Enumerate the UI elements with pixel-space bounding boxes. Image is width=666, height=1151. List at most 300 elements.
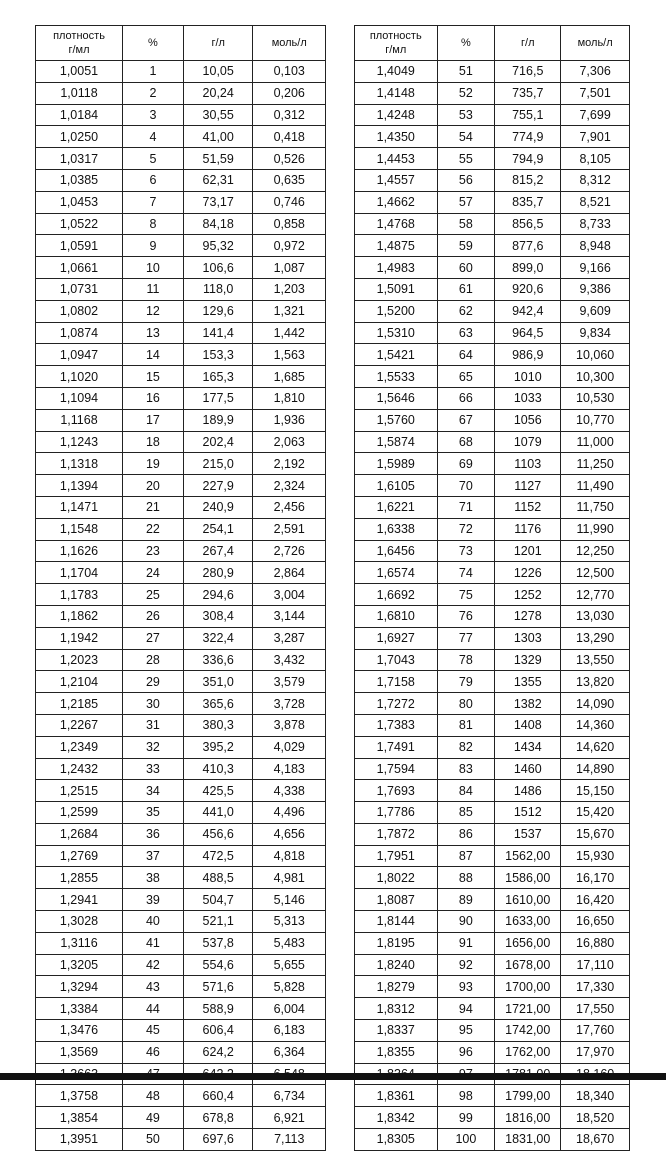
grams-per-liter-cell: 1329 <box>495 649 561 671</box>
density-cell: 1,3854 <box>36 1107 123 1129</box>
moles-per-liter-cell: 2,591 <box>253 518 326 540</box>
percent-cell: 88 <box>437 867 495 889</box>
percent-cell: 65 <box>437 366 495 388</box>
density-cell: 1,5091 <box>355 278 438 300</box>
moles-per-liter-cell: 5,828 <box>253 976 326 998</box>
density-cell: 1,2104 <box>36 671 123 693</box>
table-row <box>355 780 630 802</box>
grams-per-liter-cell: 521,1 <box>183 911 253 933</box>
header-grams-per-liter: г/л <box>495 26 561 61</box>
percent-cell: 45 <box>123 1020 184 1042</box>
table-row <box>36 213 326 235</box>
percent-cell: 18 <box>123 431 184 453</box>
grams-per-liter-cell: 1460 <box>495 758 561 780</box>
moles-per-liter-cell: 6,364 <box>253 1041 326 1063</box>
table-row <box>355 278 630 300</box>
grams-per-liter-cell: 1816,00 <box>495 1107 561 1129</box>
density-cell: 1,0947 <box>36 344 123 366</box>
percent-cell: 43 <box>123 976 184 998</box>
table-row <box>355 104 630 126</box>
percent-cell: 84 <box>437 780 495 802</box>
density-cell: 1,2432 <box>36 758 123 780</box>
moles-per-liter-cell: 8,105 <box>561 148 630 170</box>
table-row <box>36 300 326 322</box>
moles-per-liter-cell: 3,144 <box>253 605 326 627</box>
density-cell: 1,2769 <box>36 845 123 867</box>
density-cell: 1,8087 <box>355 889 438 911</box>
table-row <box>355 954 630 976</box>
grams-per-liter-cell: 794,9 <box>495 148 561 170</box>
header-density-line2: г/мл <box>385 44 407 56</box>
moles-per-liter-cell: 17,760 <box>561 1020 630 1042</box>
table-row <box>355 562 630 584</box>
percent-cell: 57 <box>437 191 495 213</box>
table-row <box>355 366 630 388</box>
grams-per-liter-cell: 899,0 <box>495 257 561 279</box>
percent-cell: 80 <box>437 693 495 715</box>
percent-cell: 26 <box>123 605 184 627</box>
table-row <box>355 213 630 235</box>
grams-per-liter-cell: 1056 <box>495 409 561 431</box>
table-row <box>36 82 326 104</box>
grams-per-liter-cell: 177,5 <box>183 387 253 409</box>
grams-per-liter-cell: 165,3 <box>183 366 253 388</box>
grams-per-liter-cell: 1303 <box>495 627 561 649</box>
moles-per-liter-cell: 3,579 <box>253 671 326 693</box>
percent-cell: 94 <box>437 998 495 1020</box>
concentration-table-right <box>354 25 630 1151</box>
grams-per-liter-cell: 1486 <box>495 780 561 802</box>
grams-per-liter-cell: 1656,00 <box>495 932 561 954</box>
density-cell: 1,6810 <box>355 605 438 627</box>
moles-per-liter-cell: 14,360 <box>561 714 630 736</box>
moles-per-liter-cell: 15,670 <box>561 823 630 845</box>
percent-cell: 23 <box>123 540 184 562</box>
percent-cell: 70 <box>437 475 495 497</box>
moles-per-liter-cell: 12,500 <box>561 562 630 584</box>
header-density-line1: плотность <box>53 30 105 42</box>
table-row <box>36 104 326 126</box>
table-row <box>36 475 326 497</box>
table-row <box>36 584 326 606</box>
density-cell: 1,7951 <box>355 845 438 867</box>
moles-per-liter-cell: 0,103 <box>253 61 326 83</box>
grams-per-liter-cell: 774,9 <box>495 126 561 148</box>
moles-per-liter-cell: 8,733 <box>561 213 630 235</box>
density-cell: 1,8312 <box>355 998 438 1020</box>
table-row <box>355 453 630 475</box>
grams-per-liter-cell: 1033 <box>495 387 561 409</box>
density-cell: 1,6221 <box>355 496 438 518</box>
moles-per-liter-cell: 5,146 <box>253 889 326 911</box>
moles-per-liter-cell: 7,699 <box>561 104 630 126</box>
moles-per-liter-cell: 5,313 <box>253 911 326 933</box>
moles-per-liter-cell: 10,060 <box>561 344 630 366</box>
table-row <box>36 802 326 824</box>
table-row <box>355 148 630 170</box>
density-cell: 1,3294 <box>36 976 123 998</box>
density-cell: 1,3205 <box>36 954 123 976</box>
moles-per-liter-cell: 2,864 <box>253 562 326 584</box>
percent-cell: 28 <box>123 649 184 671</box>
density-cell: 1,1862 <box>36 605 123 627</box>
table-row <box>36 278 326 300</box>
moles-per-liter-cell: 0,206 <box>253 82 326 104</box>
table-row <box>355 235 630 257</box>
density-cell: 1,6456 <box>355 540 438 562</box>
table-row <box>355 976 630 998</box>
density-cell: 1,8355 <box>355 1041 438 1063</box>
moles-per-liter-cell: 5,655 <box>253 954 326 976</box>
grams-per-liter-cell: 537,8 <box>183 932 253 954</box>
percent-cell: 27 <box>123 627 184 649</box>
percent-cell: 78 <box>437 649 495 671</box>
density-cell: 1,2684 <box>36 823 123 845</box>
percent-cell: 48 <box>123 1085 184 1107</box>
table-row <box>355 693 630 715</box>
table-row <box>36 496 326 518</box>
table-row <box>355 649 630 671</box>
density-cell: 1,0661 <box>36 257 123 279</box>
moles-per-liter-cell: 2,324 <box>253 475 326 497</box>
table-row <box>36 889 326 911</box>
table-row <box>355 845 630 867</box>
moles-per-liter-cell: 1,087 <box>253 257 326 279</box>
density-cell: 1,7158 <box>355 671 438 693</box>
percent-cell: 66 <box>437 387 495 409</box>
density-cell: 1,7383 <box>355 714 438 736</box>
table-row <box>355 932 630 954</box>
percent-cell: 67 <box>437 409 495 431</box>
grams-per-liter-cell: 1537 <box>495 823 561 845</box>
grams-per-liter-cell: 365,6 <box>183 693 253 715</box>
density-cell: 1,0591 <box>36 235 123 257</box>
percent-cell: 3 <box>123 104 184 126</box>
grams-per-liter-cell: 425,5 <box>183 780 253 802</box>
table-row <box>355 802 630 824</box>
percent-cell: 71 <box>437 496 495 518</box>
moles-per-liter-cell: 2,456 <box>253 496 326 518</box>
grams-per-liter-cell: 1562,00 <box>495 845 561 867</box>
density-cell: 1,3116 <box>36 932 123 954</box>
grams-per-liter-cell: 735,7 <box>495 82 561 104</box>
moles-per-liter-cell: 10,530 <box>561 387 630 409</box>
grams-per-liter-cell: 856,5 <box>495 213 561 235</box>
percent-cell: 49 <box>123 1107 184 1129</box>
percent-cell: 17 <box>123 409 184 431</box>
table-row <box>36 867 326 889</box>
concentration-table-left <box>35 25 326 1151</box>
grams-per-liter-cell: 964,5 <box>495 322 561 344</box>
grams-per-liter-cell: 1226 <box>495 562 561 584</box>
moles-per-liter-cell: 1,442 <box>253 322 326 344</box>
moles-per-liter-cell: 9,386 <box>561 278 630 300</box>
density-cell: 1,8022 <box>355 867 438 889</box>
header-percent: % <box>123 26 184 61</box>
table-row <box>36 693 326 715</box>
density-cell: 1,0118 <box>36 82 123 104</box>
density-cell: 1,8342 <box>355 1107 438 1129</box>
percent-cell: 64 <box>437 344 495 366</box>
table-row <box>355 1020 630 1042</box>
percent-cell: 95 <box>437 1020 495 1042</box>
moles-per-liter-cell: 17,330 <box>561 976 630 998</box>
table-row <box>355 475 630 497</box>
grams-per-liter-cell: 986,9 <box>495 344 561 366</box>
table-row <box>36 191 326 213</box>
moles-per-liter-cell: 10,770 <box>561 409 630 431</box>
grams-per-liter-cell: 456,6 <box>183 823 253 845</box>
table-row <box>36 605 326 627</box>
density-cell: 1,6574 <box>355 562 438 584</box>
density-cell: 1,1020 <box>36 366 123 388</box>
moles-per-liter-cell: 18,340 <box>561 1085 630 1107</box>
moles-per-liter-cell: 0,635 <box>253 169 326 191</box>
moles-per-liter-cell: 2,063 <box>253 431 326 453</box>
moles-per-liter-cell: 13,550 <box>561 649 630 671</box>
moles-per-liter-cell: 16,170 <box>561 867 630 889</box>
grams-per-liter-cell: 1079 <box>495 431 561 453</box>
table-row <box>36 911 326 933</box>
density-cell: 1,7786 <box>355 802 438 824</box>
table-row <box>355 409 630 431</box>
percent-cell: 22 <box>123 518 184 540</box>
moles-per-liter-cell: 15,420 <box>561 802 630 824</box>
density-cell: 1,0453 <box>36 191 123 213</box>
table-row <box>355 496 630 518</box>
grams-per-liter-cell: 1434 <box>495 736 561 758</box>
density-cell: 1,5989 <box>355 453 438 475</box>
percent-cell: 59 <box>437 235 495 257</box>
density-cell: 1,2185 <box>36 693 123 715</box>
table-row <box>355 758 630 780</box>
density-cell: 1,1168 <box>36 409 123 431</box>
table-row <box>36 235 326 257</box>
percent-cell: 44 <box>123 998 184 1020</box>
grams-per-liter-cell: 716,5 <box>495 61 561 83</box>
percent-cell: 96 <box>437 1041 495 1063</box>
table-row <box>355 300 630 322</box>
percent-cell: 14 <box>123 344 184 366</box>
percent-cell: 77 <box>437 627 495 649</box>
moles-per-liter-cell: 1,936 <box>253 409 326 431</box>
moles-per-liter-cell: 11,750 <box>561 496 630 518</box>
grams-per-liter-cell: 1512 <box>495 802 561 824</box>
grams-per-liter-cell: 308,4 <box>183 605 253 627</box>
moles-per-liter-cell: 13,820 <box>561 671 630 693</box>
grams-per-liter-cell: 1355 <box>495 671 561 693</box>
table-row <box>355 126 630 148</box>
density-cell: 1,8361 <box>355 1085 438 1107</box>
table-row <box>36 518 326 540</box>
grams-per-liter-cell: 1010 <box>495 366 561 388</box>
table-row <box>36 322 326 344</box>
moles-per-liter-cell: 6,921 <box>253 1107 326 1129</box>
percent-cell: 98 <box>437 1085 495 1107</box>
density-cell: 1,6105 <box>355 475 438 497</box>
percent-cell: 36 <box>123 823 184 845</box>
moles-per-liter-cell: 11,000 <box>561 431 630 453</box>
density-cell: 1,1548 <box>36 518 123 540</box>
percent-cell: 41 <box>123 932 184 954</box>
moles-per-liter-cell: 9,166 <box>561 257 630 279</box>
density-cell: 1,3569 <box>36 1041 123 1063</box>
table-row <box>355 1041 630 1063</box>
table-row <box>36 954 326 976</box>
table-row <box>36 540 326 562</box>
header-density-line1: плотность <box>369 30 422 42</box>
percent-cell: 69 <box>437 453 495 475</box>
grams-per-liter-cell: 835,7 <box>495 191 561 213</box>
percent-cell: 79 <box>437 671 495 693</box>
table-body <box>36 61 326 1151</box>
percent-cell: 91 <box>437 932 495 954</box>
grams-per-liter-cell: 660,4 <box>183 1085 253 1107</box>
table-row <box>36 169 326 191</box>
percent-cell: 25 <box>123 584 184 606</box>
grams-per-liter-cell: 240,9 <box>183 496 253 518</box>
moles-per-liter-cell: 0,526 <box>253 148 326 170</box>
grams-per-liter-cell: 624,2 <box>183 1041 253 1063</box>
percent-cell: 1 <box>123 61 184 83</box>
density-cell: 1,4983 <box>355 257 438 279</box>
density-cell: 1,4662 <box>355 191 438 213</box>
grams-per-liter-cell: 1152 <box>495 496 561 518</box>
moles-per-liter-cell: 0,418 <box>253 126 326 148</box>
moles-per-liter-cell: 4,183 <box>253 758 326 780</box>
grams-per-liter-cell: 1103 <box>495 453 561 475</box>
percent-cell: 82 <box>437 736 495 758</box>
grams-per-liter-cell: 1721,00 <box>495 998 561 1020</box>
table-row <box>36 409 326 431</box>
grams-per-liter-cell: 215,0 <box>183 453 253 475</box>
density-cell: 1,1394 <box>36 475 123 497</box>
moles-per-liter-cell: 11,250 <box>561 453 630 475</box>
density-cell: 1,1243 <box>36 431 123 453</box>
table-row <box>36 366 326 388</box>
grams-per-liter-cell: 267,4 <box>183 540 253 562</box>
table-row <box>355 867 630 889</box>
table-row <box>36 780 326 802</box>
grams-per-liter-cell: 697,6 <box>183 1129 253 1151</box>
moles-per-liter-cell: 12,250 <box>561 540 630 562</box>
density-cell: 1,5421 <box>355 344 438 366</box>
percent-cell: 92 <box>437 954 495 976</box>
moles-per-liter-cell: 4,818 <box>253 845 326 867</box>
density-cell: 1,1318 <box>36 453 123 475</box>
percent-cell: 7 <box>123 191 184 213</box>
moles-per-liter-cell: 1,810 <box>253 387 326 409</box>
table-row <box>355 1107 630 1129</box>
grams-per-liter-cell: 920,6 <box>495 278 561 300</box>
percent-cell: 37 <box>123 845 184 867</box>
density-cell: 1,4148 <box>355 82 438 104</box>
percent-cell: 8 <box>123 213 184 235</box>
moles-per-liter-cell: 18,520 <box>561 1107 630 1129</box>
moles-per-liter-cell: 7,501 <box>561 82 630 104</box>
table-header <box>36 26 326 61</box>
density-cell: 1,0802 <box>36 300 123 322</box>
grams-per-liter-cell: 95,32 <box>183 235 253 257</box>
moles-per-liter-cell: 1,321 <box>253 300 326 322</box>
moles-per-liter-cell: 1,563 <box>253 344 326 366</box>
header-grams-per-liter: г/л <box>183 26 253 61</box>
moles-per-liter-cell: 4,981 <box>253 867 326 889</box>
percent-cell: 12 <box>123 300 184 322</box>
grams-per-liter-cell: 1176 <box>495 518 561 540</box>
table-row <box>36 932 326 954</box>
density-cell: 1,4768 <box>355 213 438 235</box>
header-moles-per-liter: моль/л <box>561 26 630 61</box>
density-cell: 1,0051 <box>36 61 123 83</box>
table-row <box>36 126 326 148</box>
density-cell: 1,1471 <box>36 496 123 518</box>
density-cell: 1,8279 <box>355 976 438 998</box>
grams-per-liter-cell: 280,9 <box>183 562 253 584</box>
percent-cell: 73 <box>437 540 495 562</box>
density-cell: 1,5533 <box>355 366 438 388</box>
table-row <box>355 736 630 758</box>
grams-per-liter-cell: 294,6 <box>183 584 253 606</box>
table-row <box>36 387 326 409</box>
moles-per-liter-cell: 0,746 <box>253 191 326 213</box>
grams-per-liter-cell: 62,31 <box>183 169 253 191</box>
percent-cell: 56 <box>437 169 495 191</box>
grams-per-liter-cell: 20,24 <box>183 82 253 104</box>
moles-per-liter-cell: 4,338 <box>253 780 326 802</box>
density-cell: 1,3951 <box>36 1129 123 1151</box>
density-cell: 1,7872 <box>355 823 438 845</box>
density-cell: 1,2023 <box>36 649 123 671</box>
percent-cell: 81 <box>437 714 495 736</box>
table-row <box>36 998 326 1020</box>
grams-per-liter-cell: 678,8 <box>183 1107 253 1129</box>
percent-cell: 58 <box>437 213 495 235</box>
table-row <box>355 627 630 649</box>
moles-per-liter-cell: 0,312 <box>253 104 326 126</box>
moles-per-liter-cell: 16,420 <box>561 889 630 911</box>
table-row <box>36 845 326 867</box>
density-cell: 1,4453 <box>355 148 438 170</box>
density-cell: 1,7594 <box>355 758 438 780</box>
density-cell: 1,5200 <box>355 300 438 322</box>
table-row <box>36 1107 326 1129</box>
moles-per-liter-cell: 14,890 <box>561 758 630 780</box>
moles-per-liter-cell: 16,880 <box>561 932 630 954</box>
moles-per-liter-cell: 4,029 <box>253 736 326 758</box>
grams-per-liter-cell: 472,5 <box>183 845 253 867</box>
grams-per-liter-cell: 877,6 <box>495 235 561 257</box>
moles-per-liter-cell: 13,030 <box>561 605 630 627</box>
density-cell: 1,1942 <box>36 627 123 649</box>
grams-per-liter-cell: 30,55 <box>183 104 253 126</box>
percent-cell: 90 <box>437 911 495 933</box>
grams-per-liter-cell: 10,05 <box>183 61 253 83</box>
percent-cell: 99 <box>437 1107 495 1129</box>
density-cell: 1,0250 <box>36 126 123 148</box>
moles-per-liter-cell: 8,948 <box>561 235 630 257</box>
grams-per-liter-cell: 380,3 <box>183 714 253 736</box>
percent-cell: 33 <box>123 758 184 780</box>
grams-per-liter-cell: 1700,00 <box>495 976 561 998</box>
grams-per-liter-cell: 1127 <box>495 475 561 497</box>
bottom-edge-bar <box>0 1073 666 1080</box>
table-row <box>36 976 326 998</box>
density-cell: 1,7043 <box>355 649 438 671</box>
table-row <box>36 758 326 780</box>
density-cell: 1,5874 <box>355 431 438 453</box>
grams-per-liter-cell: 1762,00 <box>495 1041 561 1063</box>
